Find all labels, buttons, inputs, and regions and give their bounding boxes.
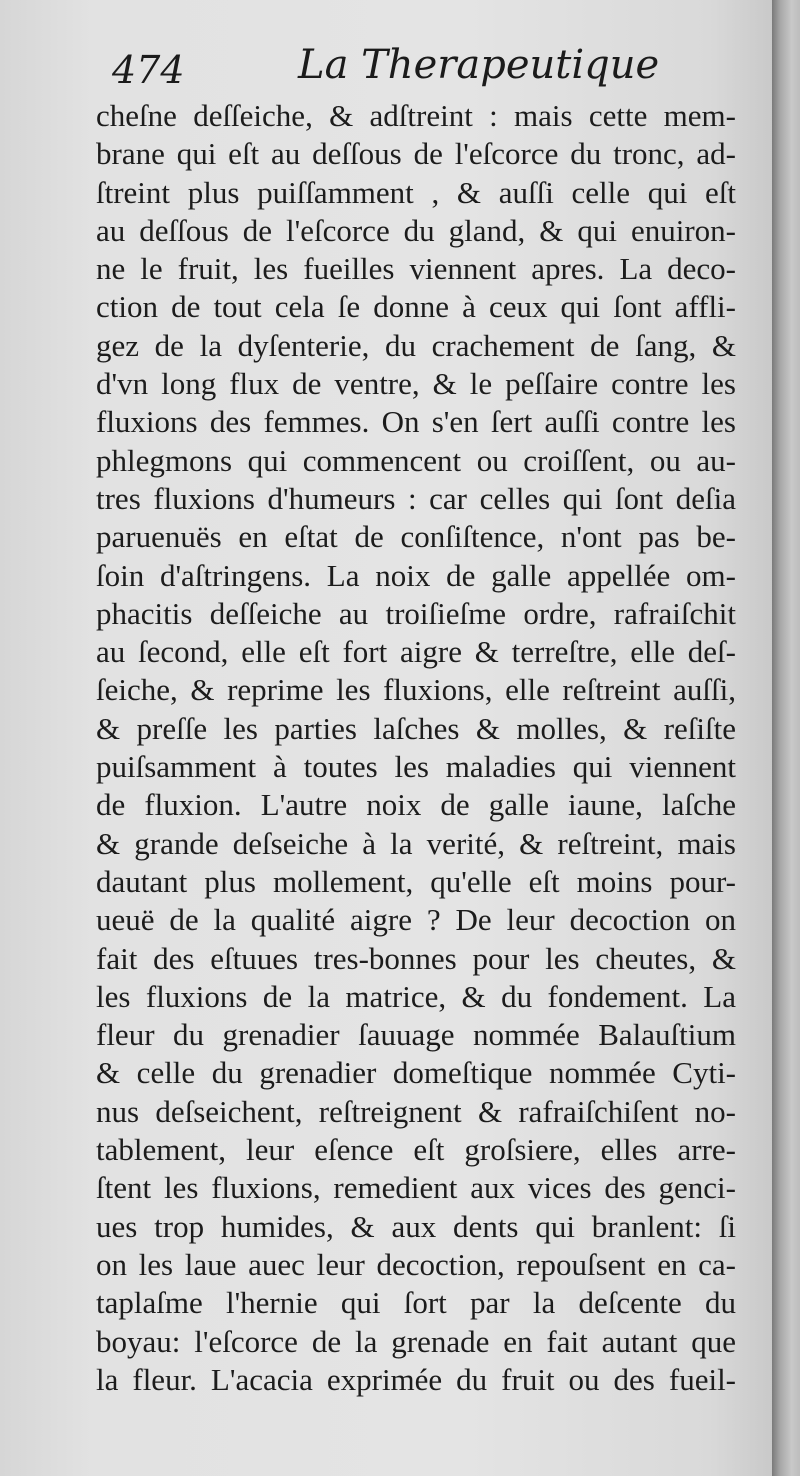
text-line: fait des eſtuues tres-bonnes pour les cheutes, & — [96, 940, 736, 976]
text-line: au deſſous de l'eſcorce du gland, & qui enuiron- — [96, 212, 736, 248]
text-line: paruenuës en eſtat de conſiſtence, n'ont pas be- — [96, 519, 736, 555]
text-line: ueuë de la qualité aigre ? De leur decoction on — [96, 902, 736, 938]
text-line: ſtreint plus puiſſamment , & auſſi celle qui eſt — [96, 174, 736, 210]
text-line: & preſſe les parties laſches & molles, & reſiſte — [96, 710, 736, 746]
text-line: taplaſme l'hernie qui ſort par la deſcente du — [96, 1285, 736, 1321]
text-line: ction de tout cela ſe donne à ceux qui ſont affli- — [96, 289, 736, 325]
text-line: les fluxions de la matrice, & du fondement. La — [96, 978, 736, 1014]
text-line: puiſsamment à toutes les maladies qui viennent — [96, 749, 736, 785]
text-line: fleur du grenadier ſauuage nommée Balauſtium — [96, 1017, 736, 1053]
body-text — [96, 97, 736, 1399]
text-line: ne le fruit, les fueilles viennent apres. La deco- — [96, 251, 736, 287]
text-line: dautant plus mollement, qu'elle eſt moins pour- — [96, 863, 736, 899]
text-line: au ſecond, elle eſt fort aigre & terreſtre, elle deſ- — [96, 634, 736, 670]
text-line: tres fluxions d'humeurs : car celles qui ſont deſia — [96, 480, 736, 516]
text-line: nus deſseichent, reſtreignent & rafraiſchiſent no- — [96, 1093, 736, 1129]
text-line: boyau: l'eſcorce de la grenade en fait autant que — [96, 1323, 736, 1359]
text-line: cheſne deſſeiche, & adſtreint : mais cette mem- — [96, 98, 736, 133]
text-line: ſeiche, & reprime les fluxions, elle reſtreint auſſi, — [96, 672, 736, 708]
page-number: 474 — [112, 48, 185, 92]
text-line: on les laue auec leur decoction, repouſsent en ca- — [96, 1246, 736, 1282]
text-line: & celle du grenadier domeſtique nommée Cyti- — [96, 1055, 736, 1091]
running-title: La Therapeutique — [298, 42, 660, 88]
text-line: & grande deſseiche à la verité, & reſtreint, mais — [96, 825, 736, 861]
text-line: ſoin d'aſtringens. La noix de galle appellée om- — [96, 557, 736, 593]
text-line: brane qui eſt au deſſous de l'eſcorce du tronc, ad- — [96, 136, 736, 172]
page-header — [112, 42, 660, 102]
text-line: phlegmons qui commencent ou croiſſent, ou au- — [96, 442, 736, 478]
text-line: ues trop humides, & aux dents qui branlent: ſi — [96, 1208, 736, 1244]
text-line: gez de la dyſenterie, du crachement de ſang, & — [96, 327, 736, 363]
page-gutter — [772, 0, 800, 1476]
text-line: d'vn long flux de ventre, & le peſſaire contre les — [96, 366, 736, 402]
text-line: phacitis deſſeiche au troiſieſme ordre, rafraiſchit — [96, 595, 736, 631]
text-line: de fluxion. L'autre noix de galle iaune, laſche — [96, 787, 736, 823]
text-line: la fleur. L'acacia exprimée du fruit ou des fueil- — [96, 1361, 736, 1397]
text-line: ſtent les fluxions, remedient aux vices des genci- — [96, 1170, 736, 1206]
text-line: fluxions des femmes. On s'en ſert auſſi contre les — [96, 404, 736, 440]
text-line: tablement, leur eſence eſt groſsiere, elles arre- — [96, 1132, 736, 1168]
